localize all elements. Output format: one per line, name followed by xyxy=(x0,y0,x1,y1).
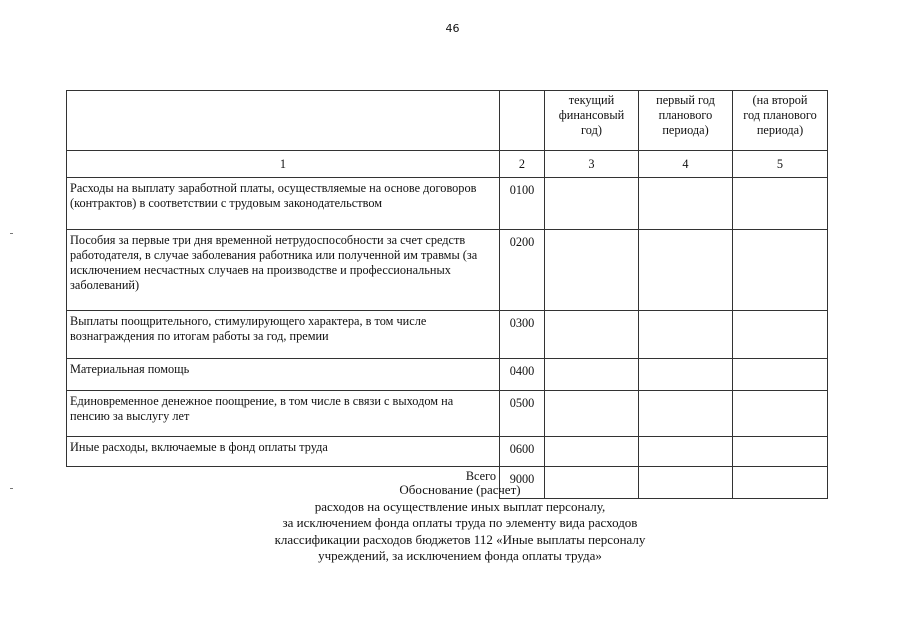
header-cell-second-plan-year: (на второй год планового периода) xyxy=(733,91,828,151)
column-number: 1 xyxy=(67,151,500,178)
value-cell xyxy=(545,178,639,230)
header-cell-name xyxy=(67,91,500,151)
value-cell xyxy=(639,311,733,359)
total-code: 9000 xyxy=(500,467,545,499)
value-cell xyxy=(545,391,639,437)
value-cell xyxy=(733,311,828,359)
value-cell xyxy=(733,437,828,467)
row-code: 0400 xyxy=(500,359,545,391)
justification-line: учреждений, за исключением фонда оплаты труда» xyxy=(318,548,602,563)
value-cell xyxy=(545,230,639,311)
value-cell xyxy=(639,437,733,467)
table-row xyxy=(67,391,828,437)
row-name: Иные расходы, включаемые в фонд оплаты труда xyxy=(67,437,500,467)
row-name: Пособия за первые три дня временной нетрудоспособности за счет средств работодателя, в случае заболевания работника или полученной им травмы (за исключением несчастных случаев на производстве и профессиональных заболеваний) xyxy=(67,230,500,311)
justification-line: за исключением фонда оплаты труда по элементу вида расходов xyxy=(282,515,638,530)
justification-line: расходов на осуществление иных выплат персоналу, xyxy=(314,498,606,514)
column-number-row xyxy=(67,151,828,178)
value-cell xyxy=(639,359,733,391)
row-name: Материальная помощь xyxy=(67,359,500,391)
header-cell-code xyxy=(500,91,545,151)
value-cell xyxy=(639,178,733,230)
column-number: 3 xyxy=(545,151,639,178)
expenses-table xyxy=(66,90,828,499)
value-cell xyxy=(545,311,639,359)
value-cell xyxy=(733,391,828,437)
margin-mark xyxy=(10,233,13,234)
table-row xyxy=(67,311,828,359)
justification-line: классификации расходов бюджетов 112 «Иные выплаты персоналу xyxy=(274,531,646,547)
row-code: 0200 xyxy=(500,230,545,311)
row-name: Единовременное денежное поощрение, в том числе в связи с выходом на пенсию за выслугу лет xyxy=(67,391,500,437)
row-code: 0500 xyxy=(500,391,545,437)
table-header-row xyxy=(67,91,828,151)
value-cell xyxy=(545,437,639,467)
table-row xyxy=(67,178,828,230)
value-cell xyxy=(639,391,733,437)
total-label: Всего xyxy=(67,467,500,499)
value-cell xyxy=(733,178,828,230)
row-code: 0100 xyxy=(500,178,545,230)
header-cell-first-plan-year: первый год планового периода) xyxy=(639,91,733,151)
column-number: 5 xyxy=(733,151,828,178)
value-cell xyxy=(639,230,733,311)
header-cell-current-year: текущий финансовый год) xyxy=(545,91,639,151)
table-row xyxy=(67,359,828,391)
margin-mark xyxy=(10,488,13,489)
row-code: 0600 xyxy=(500,437,545,467)
value-cell xyxy=(545,359,639,391)
value-cell xyxy=(733,230,828,311)
row-name: Расходы на выплату заработной платы, осуществляемые на основе договоров (контрактов) в соответствии с трудовым законодательством xyxy=(67,178,500,230)
column-number: 2 xyxy=(500,151,545,178)
page-number: 46 xyxy=(445,22,460,35)
row-code: 0300 xyxy=(500,311,545,359)
column-number: 4 xyxy=(639,151,733,178)
table-row xyxy=(67,437,828,467)
table-row xyxy=(67,230,828,311)
justification-heading xyxy=(150,482,770,565)
value-cell xyxy=(733,359,828,391)
row-name: Выплаты поощрительного, стимулирующего характера, в том числе вознаграждения по итогам работы за год, премии xyxy=(67,311,500,359)
justification-title: Обоснование (расчет) xyxy=(399,482,521,497)
